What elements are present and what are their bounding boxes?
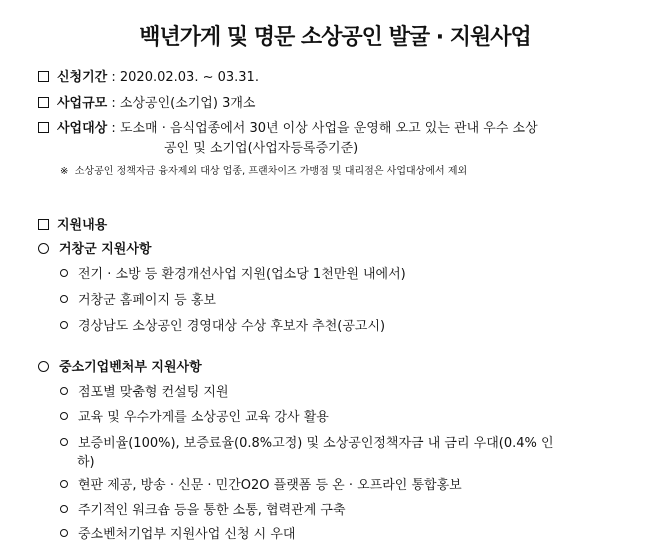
small-circle-bullet-icon xyxy=(60,438,68,446)
small-circle-bullet-icon xyxy=(60,529,68,537)
small-circle-bullet-icon xyxy=(60,295,68,303)
square-bullet-icon xyxy=(38,71,49,82)
circle-bullet-icon xyxy=(38,243,49,254)
list-item: 교육 및 우수가게를 소상공인 교육 강사 활용 xyxy=(60,406,329,425)
target-value-line2: 공인 및 소기업(사업자등록증기준) xyxy=(164,141,359,156)
small-circle-bullet-icon xyxy=(60,269,68,277)
list-item: 점포별 맞춤형 컨설팅 지원 xyxy=(60,381,229,400)
support-heading xyxy=(38,214,107,233)
exclusion-note xyxy=(60,162,467,177)
ministry-section-heading xyxy=(38,356,202,375)
list-item: 거창군 홈페이지 등 홍보 xyxy=(60,289,216,308)
period-value: 2020.02.03. ~ 03.31. xyxy=(119,70,259,85)
list-item-continuation: 하) xyxy=(77,455,95,470)
note-mark: ※ xyxy=(60,166,69,177)
small-circle-bullet-icon xyxy=(60,505,68,513)
target-value-line1: 도소매 · 음식업종에서 30년 이상 사업을 운영해 오고 있는 관내 우수 소상 xyxy=(119,121,538,136)
list-item: 경상남도 소상공인 경영대상 수상 후보자 추천(공고시) xyxy=(60,315,385,334)
scale-label: 사업규모 xyxy=(57,96,108,111)
county-section-heading xyxy=(38,238,151,257)
ministry-heading-text: 중소기업벤처부 지원사항 xyxy=(59,360,202,375)
small-circle-bullet-icon xyxy=(60,412,68,420)
note-text: 소상공인 정책자금 융자제외 대상 업종, 프랜차이즈 가맹점 및 대리점은 사업대상에서 제외 xyxy=(74,166,468,177)
support-heading-text: 지원내용 xyxy=(57,218,108,233)
period-label: 신청기간 xyxy=(57,70,108,85)
county-heading-text: 거창군 지원사항 xyxy=(59,242,152,257)
period-row: 신청기간 : 2020.02.03. ~ 03.31. xyxy=(38,66,259,85)
list-item: 주기적인 워크숍 등을 통한 소통, 협력관계 구축 xyxy=(60,499,346,518)
list-item: 전기 · 소방 등 환경개선사업 지원(업소당 1천만원 내에서) xyxy=(60,263,406,282)
square-bullet-icon xyxy=(38,97,49,108)
target-row: 사업대상 : 도소매 · 음식업종에서 30년 이상 사업을 운영해 오고 있는 관내 우수 소상 xyxy=(38,117,538,136)
square-bullet-icon xyxy=(38,219,49,230)
list-item: 현판 제공, 방송 · 신문 · 민간O2O 플랫폼 등 온 · 오프라인 통합홍보 xyxy=(60,474,462,493)
small-circle-bullet-icon xyxy=(60,480,68,488)
circle-bullet-icon xyxy=(38,361,49,372)
target-label: 사업대상 xyxy=(57,121,108,136)
list-item: 중소벤처기업부 지원사업 신청 시 우대 xyxy=(60,523,295,542)
document-title: 백년가게 및 명문 소상공인 발굴 · 지원사업 xyxy=(139,25,531,50)
list-item: 보증비율(100%), 보증료율(0.8%고정) 및 소상공인정책자금 내 금리 우대(0.4% 인 xyxy=(60,432,554,451)
small-circle-bullet-icon xyxy=(60,387,68,395)
small-circle-bullet-icon xyxy=(60,321,68,329)
scale-row: 사업규모 : 소상공인(소기업) 3개소 xyxy=(38,92,255,111)
scale-value: 소상공인(소기업) 3개소 xyxy=(119,96,256,111)
square-bullet-icon xyxy=(38,122,49,133)
